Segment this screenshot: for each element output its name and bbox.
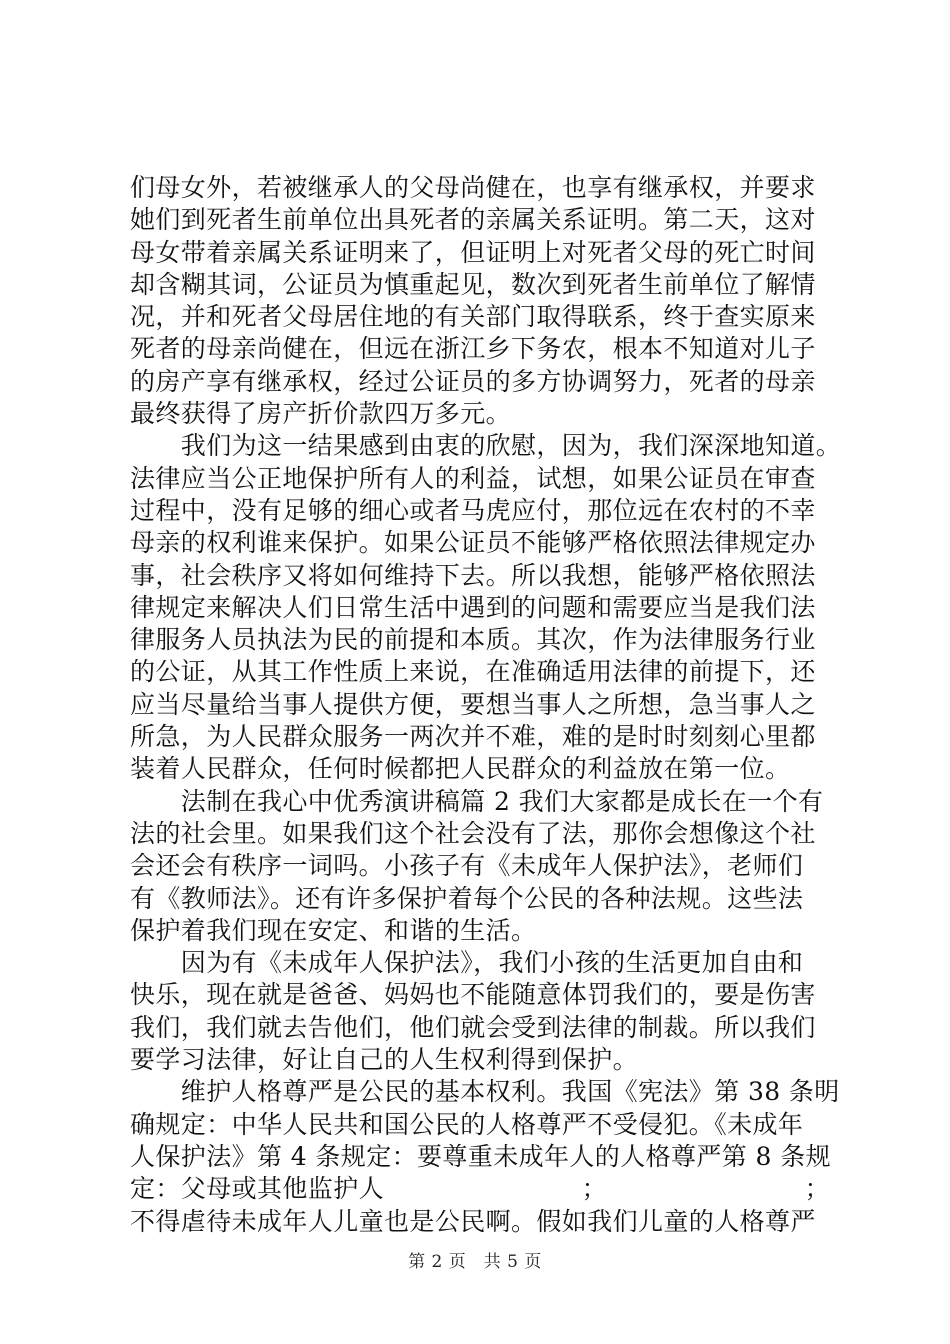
text-line: 律规定来解决人们日常生活中遇到的问题和需要应当是我们法 <box>130 592 816 622</box>
text-line: 死者的母亲尚健在，但远在浙江乡下务农，根本不知道对儿子 <box>130 334 816 364</box>
text-line: 事，社会秩序又将如何维持下去。所以我想，能够严格依照法 <box>130 560 816 590</box>
document-body <box>130 172 842 1238</box>
text-line: 快乐，现在就是爸爸、妈妈也不能随意体罚我们的，要是伤害 <box>130 980 816 1010</box>
text-fragment: ； <box>581 1174 607 1204</box>
text-line: 母亲的权利谁来保护。如果公证员不能够严格依照法律规定办 <box>130 528 816 558</box>
text-line: 保护着我们现在安定、和谐的生活。 <box>130 915 537 945</box>
text-line: 应当尽量给当事人提供方便，要想当事人之所想，急当事人之 <box>130 689 816 719</box>
text-line: 维护人格尊严是公民的基本权利。我国《宪法》第 38 条明 <box>130 1077 840 1107</box>
text-line: 装着人民群众，任何时候都把人民群众的利益放在第一位。 <box>130 754 791 784</box>
text-line: 的房产享有继承权，经过公证员的多方协调努力，死者的母亲 <box>130 366 816 396</box>
text-line: 却含糊其词，公证员为慎重起见，数次到死者生前单位了解情 <box>130 269 816 299</box>
text-line: 法制在我心中优秀演讲稿篇 2 我们大家都是成长在一个有 <box>130 786 824 816</box>
text-line: 所急，为人民群众服务一两次并不难，难的是时时刻刻心里都 <box>130 722 816 752</box>
text-line-justified <box>130 1173 830 1205</box>
text-line: 要学习法律，好让自己的人生权利得到保护。 <box>130 1045 639 1075</box>
text-line: 律服务人员执法为民的前提和本质。其次，作为法律服务行业 <box>130 625 816 655</box>
text-line: 法律应当公正地保护所有人的利益，试想，如果公证员在审查 <box>130 463 816 493</box>
text-line: 她们到死者生前单位出具死者的亲属关系证明。第二天，这对 <box>130 205 816 235</box>
page-number: 第 2 页 共 5 页 <box>408 1252 542 1272</box>
text-line: 人保护法》第 4 条规定：要尊重未成年人的人格尊严第 8 条规 <box>130 1141 832 1171</box>
text-line: 因为有《未成年人保护法》，我们小孩的生活更加自由和 <box>130 948 804 978</box>
text-line: 我们，我们就去告他们，他们就会受到法律的制裁。所以我们 <box>130 1012 816 1042</box>
text-line: 母女带着亲属关系证明来了，但证明上对死者父母的死亡时间 <box>130 237 816 267</box>
text-line: 们母女外，若被继承人的父母尚健在，也享有继承权，并要求 <box>130 173 816 202</box>
text-line: 过程中，没有足够的细心或者马虎应付，那位远在农村的不幸 <box>130 495 816 525</box>
text-line: 况，并和死者父母居住地的有关部门取得联系，终于查实原来 <box>130 302 816 332</box>
text-line: 我们为这一结果感到由衷的欣慰，因为，我们深深地知道。 <box>130 431 842 461</box>
text-fragment: ； <box>804 1174 830 1204</box>
text-fragment: 定：父母或其他监护人 <box>130 1174 385 1204</box>
page-footer <box>0 1247 950 1272</box>
text-line: 会还会有秩序一词吗。小孩子有《未成年人保护法》，老师们 <box>130 851 804 881</box>
text-line: 不得虐待未成年人儿童也是公民啊。假如我们儿童的人格尊严 <box>130 1206 816 1236</box>
text-line: 法的社会里。如果我们这个社会没有了法，那你会想像这个社 <box>130 818 816 848</box>
text-line: 的公证，从其工作性质上来说，在准确适用法律的前提下，还 <box>130 657 816 687</box>
text-line: 最终获得了房产折价款四万多元。 <box>130 399 512 429</box>
text-line: 有《教师法》。还有许多保护着每个公民的各种法规。这些法 <box>130 883 804 913</box>
text-line: 确规定：中华人民共和国公民的人格尊严不受侵犯。《未成年 <box>130 1109 804 1139</box>
